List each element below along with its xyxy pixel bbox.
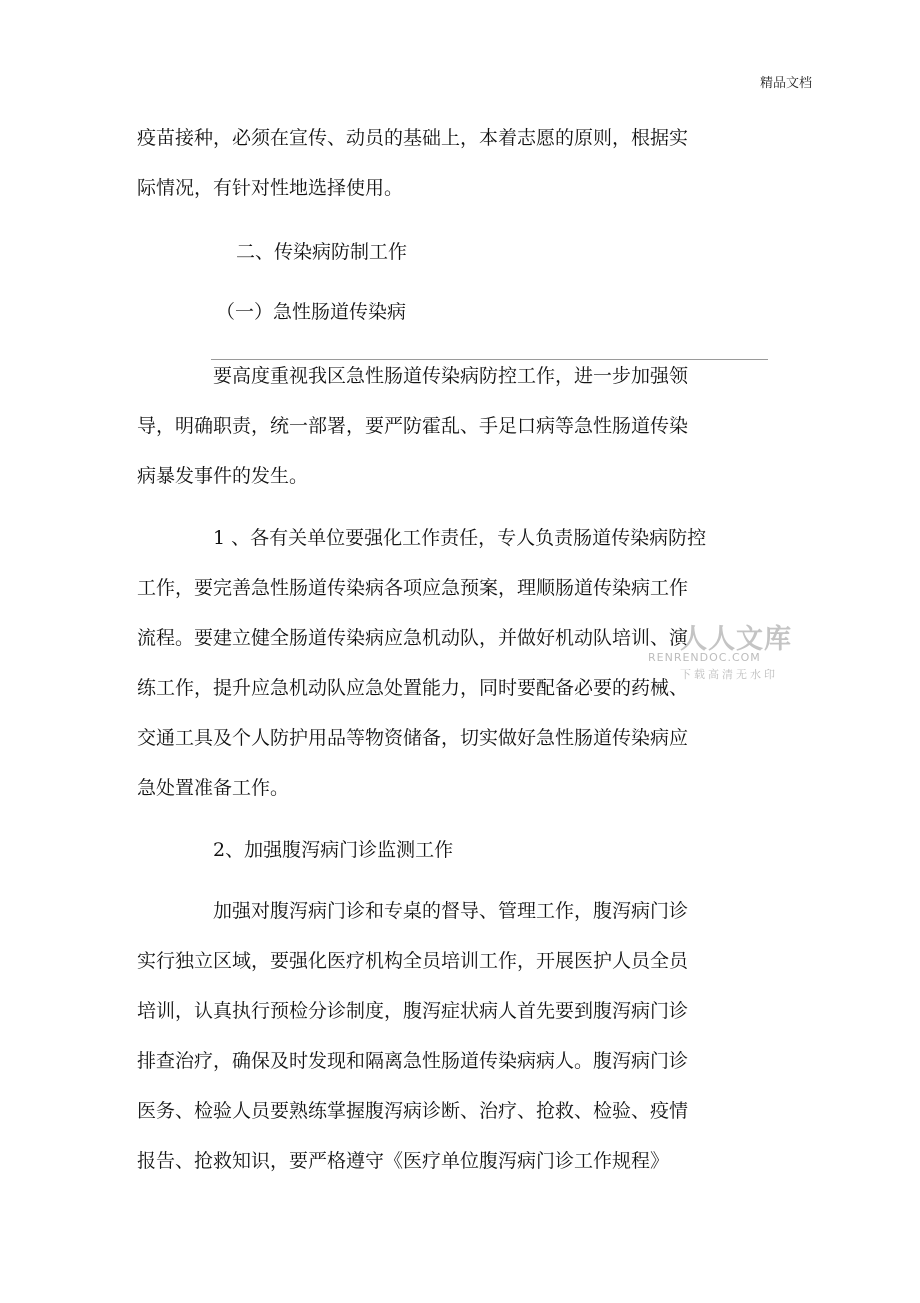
watermark-domain: RENRENDOC.COM bbox=[648, 651, 761, 664]
paragraph-line: 病暴发事件的发生。 bbox=[137, 465, 309, 487]
paragraph-line: 加强对腹泻病门诊和专桌的督导、管理工作，腹泻病门诊 bbox=[213, 900, 689, 922]
list-item-line: 练工作，提升应急机动队应急处置能力，同时要配备必要的药械、 bbox=[137, 677, 689, 699]
paragraph-line: 实行独立区域，要强化医疗机构全员培训工作，开展医护人员全员 bbox=[137, 950, 689, 972]
section-heading: 二、传染病防制工作 bbox=[236, 241, 408, 263]
paragraph-line: 培训，认真执行预检分诊制度，腹泻症状病人首先要到腹泻病门诊 bbox=[137, 1000, 689, 1022]
list-item-line: 工作，要完善急性肠道传染病各项应急预案，理顺肠道传染病工作 bbox=[137, 577, 689, 599]
watermark-logo bbox=[640, 617, 792, 687]
paragraph-line: 际情况，有针对性地选择使用。 bbox=[137, 177, 404, 199]
paragraph-line: 报告、抢救知识，要严格遵守《医疗单位腹泻病门诊工作规程》 bbox=[137, 1150, 670, 1172]
document-header-label: 精品文档 bbox=[760, 76, 813, 91]
paragraph-line: 要高度重视我区急性肠道传染病防控工作，进一步加强领 bbox=[213, 365, 689, 387]
paragraph-line: 导，明确职责，统一部署，要严防霍乱、手足口病等急性肠道传染 bbox=[137, 415, 689, 437]
list-item-line: 急处置准备工作。 bbox=[137, 777, 290, 799]
paragraph-line: 排查治疗，确保及时发现和隔离急性肠道传染病病人。腹泻病门诊 bbox=[137, 1050, 689, 1072]
watermark-title: 人人文库 bbox=[680, 624, 792, 655]
list-item-heading: 2、加强腹泻病门诊监测工作 bbox=[213, 839, 454, 861]
subsection-heading: （一）急性肠道传染病 bbox=[216, 301, 407, 323]
horizontal-divider bbox=[211, 359, 768, 360]
paragraph-line: 疫苗接种，必须在宣传、动员的基础上，本着志愿的原则，根据实 bbox=[137, 127, 689, 149]
paragraph-line: 医务、检验人员要熟练掌握腹泻病诊断、治疗、抢救、检验、疫情 bbox=[137, 1100, 689, 1122]
list-item-line: 1 、各有关单位要强化工作责任，专人负责肠道传染病防控 bbox=[213, 527, 707, 549]
list-item-line: 交通工具及个人防护用品等物资储备，切实做好急性肠道传染病应 bbox=[137, 727, 689, 749]
list-item-line: 流程。要建立健全肠道传染病应急机动队，并做好机动队培训、演 bbox=[137, 627, 689, 649]
watermark-subtitle: 下载高清无水印 bbox=[680, 668, 778, 681]
